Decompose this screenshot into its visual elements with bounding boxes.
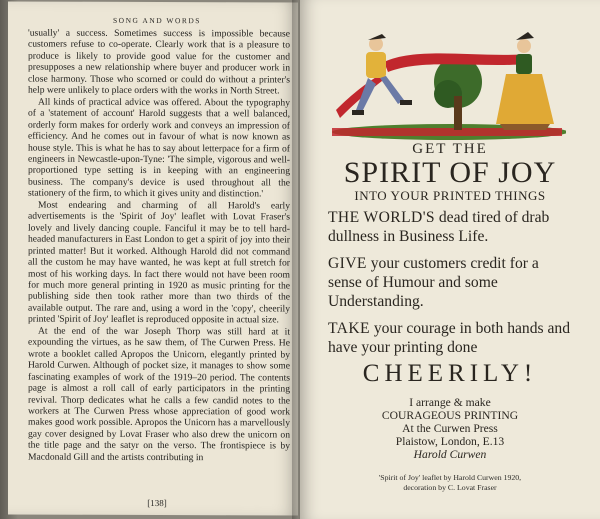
spirit-of-joy-leaflet [300,140,600,492]
paragraph-3: Most endearing and charming of all Harold's early advertisements is the 'Spirit of Joy' leaflet with Lovat Fraser's lovely and lively dancing couple. Fanciful it may be to tell hard-headed manufacturers in East London to get a spirit of joy into their printed matter! But it worked. Although Harold did not command all the custom he may have wanted, he was kept at full stretch for most of his working days. In fact there would not have been room for much more general printing in 1920 as music printing for the publishing side then took rather more than two thirds of the available output. The rare and, using a word in the 'copy', cheerily printed 'Spirit of Joy' leaflet is reproduced opposite in actual size. [28,199,290,326]
tree-trunk [454,96,462,130]
imprint-line-2: COURAGEOUS PRINTING [381,409,519,422]
leaflet-paragraph-3 [328,319,572,357]
leaflet-p2-rest: your customers credit for a sense of Humour and some Understanding. [328,255,539,310]
leaflet-heading-get-the: GET THE [412,141,488,157]
female-dancer [496,32,554,130]
body-text [28,28,290,464]
leaflet-p2-lead: GIVE [328,255,367,272]
imprint-line-5: Harold Curwen [413,448,487,461]
leaflet-p1-lead: THE WORLD'S [328,209,435,226]
leaflet-p1-rest: dead tired of drab dullness in Business Life. [328,209,550,245]
paragraph-1: 'usually' a success. Sometimes success is impossible because customers refuse to co-operate. Clearly work that is a pleasure to produce is likely to provide good value for the customer and presupposes a new relationship where buyer and producer work in close harmony. Those who scorned or could do without a printer's help were unlikely to place orders with the works in North Street. [28,27,290,97]
imprint-line-4: Plaistow, London, E.13 [395,435,505,448]
paragraph-2: All kinds of practical advice was offered. About the typography of a 'statement of account' Harold suggests that a well balanced, orderly form makes for orderly work and conveys an impression of efficiency. And he comes out in favour of what is now known as house style. This is what he has to say about letterpace for a firm of engineers in Newcastle-upon-Tyne: 'The simple, vigorous and well-proportioned type setting is in keeping with an engineering business. The company's device is used throughout all the stationery of the firm, to which it gives unity and distinction.' [28,96,290,200]
male-dancer [352,34,412,115]
running-head: SONG AND WORDS [113,15,201,26]
paragraph-4: At the end of the war Joseph Thorp was still hard at it expounding the virtues, as he saw them, of The Curwen Press. He wrote a booklet called Apropos the Unicorn, elegantly printed by Harold Curwen. Although of pocket size, it manages to show some fascinating examples of work of the 1919–20 period. The contents page is almost a roll call of early participators in the printing revival. Thorp dedicates what he calls a few candid notes to the workers at The Curwen Press whose appreciation of good work makes good work possible. Apropos the Unicorn has a marvellously gay cover designed by Lovat Fraser who also drew the unicorn on the title page and the satyr on the verso. The frontispiece is by Macdonald Gill and the artists contributing in [28,325,290,463]
leaflet-p3-rest: your courage in both hands and have your printing done [328,320,571,356]
leaflet-p3-lead: TAKE [328,320,370,337]
caption-line-2: decoration by C. Lovat Fraser [403,482,497,492]
leaflet-paragraph-1 [328,208,572,246]
leaflet-caption [300,473,600,492]
leaflet-subheading: INTO YOUR PRINTED THINGS [354,188,546,203]
leaflet-paragraph-2 [328,254,572,311]
imprint-line-1: I arrange & make [409,396,491,409]
imprint-line-3: At the Curwen Press [402,422,498,435]
leaflet-imprint [300,396,600,461]
dancing-couple-illustration [328,32,566,142]
leaflet-cheerily: CHEERILY! [362,360,538,387]
page-number: [138] [147,497,167,509]
leaflet-heading-spirit-of-joy: SPIRIT OF JOY [343,156,557,189]
caption-line-1: 'Spirit of Joy' leaflet by Harold Curwen 1920, [378,473,522,482]
left-page [8,1,298,515]
